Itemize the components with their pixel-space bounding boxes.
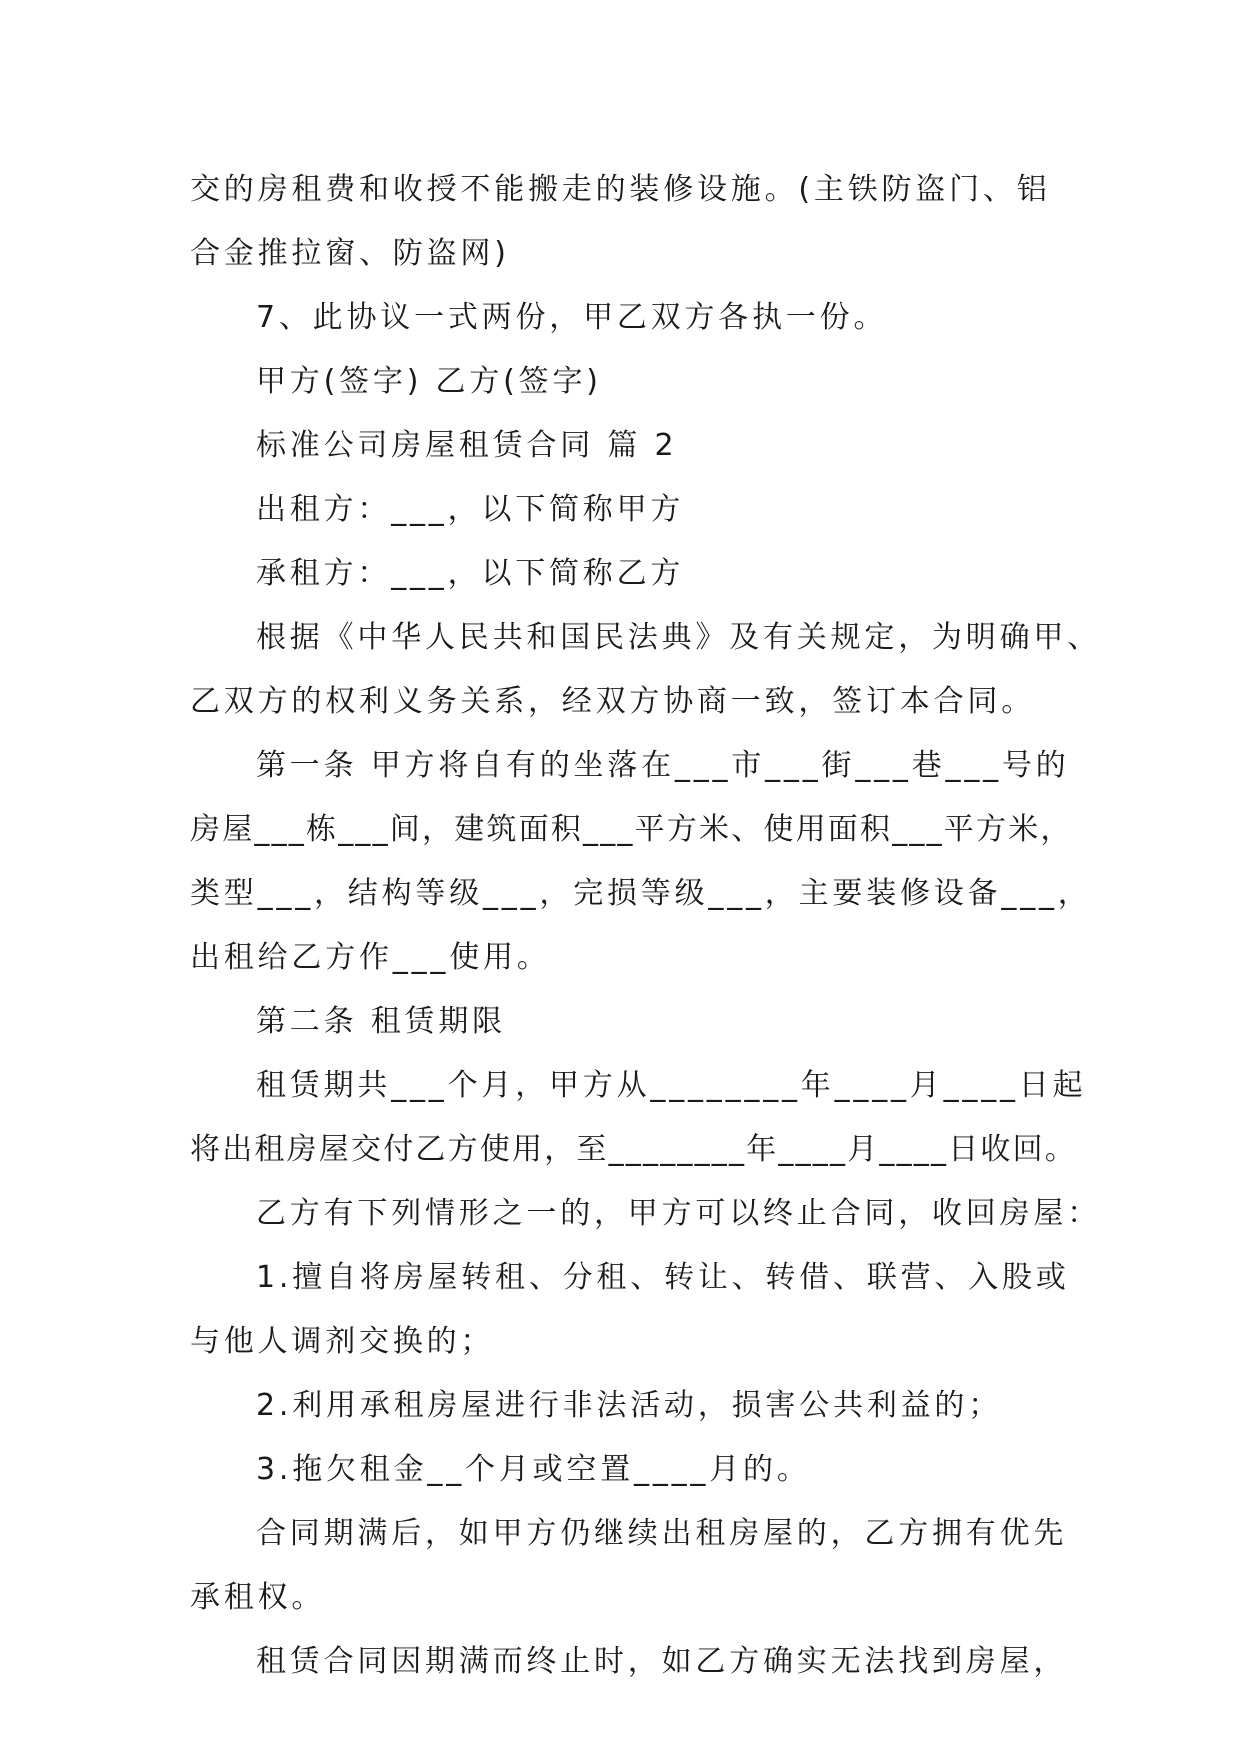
- article-2-heading: 第二条 租赁期限: [256, 1004, 506, 1039]
- list-item: 3.拖欠租金__个月或空置____月的。: [256, 1452, 811, 1487]
- paragraph-line: 合金推拉窗、防盗网): [190, 236, 510, 271]
- article-1-line: 第一条 甲方将自有的坐落在___市___街___巷___号的: [256, 748, 1070, 783]
- paragraph-line: 交的房租费和收授不能搬走的装修设施。(主铁防盗门、铝: [190, 172, 1051, 207]
- paragraph-line: 乙双方的权利义务关系，经双方协商一致，签订本合同。: [190, 684, 1035, 719]
- section-heading: 标准公司房屋租赁合同 篇 2: [256, 428, 678, 463]
- article-1-line: 类型___，结构等级___，完损等级___，主要装修设备___，: [190, 876, 1092, 911]
- document-body: [190, 158, 1101, 1694]
- article-1-line: 出租给乙方作___使用。: [190, 940, 551, 975]
- paragraph-line: 租赁合同因期满而终止时，如乙方确实无法找到房屋，: [256, 1644, 1068, 1679]
- party-lessor: 出租方：___，以下简称甲方: [256, 492, 685, 527]
- list-item: 1.擅自将房屋转租、分租、转让、转借、联营、入股或: [256, 1260, 1070, 1295]
- article-1-line: 房屋___栋___间，建筑面积___平方米、使用面积___平方米，: [190, 812, 1073, 847]
- paragraph-line: 乙方有下列情形之一的，甲方可以终止合同，收回房屋：: [256, 1196, 1101, 1231]
- paragraph-line: 7、此协议一式两份，甲乙双方各执一份。: [256, 300, 888, 335]
- article-2-line: 租赁期共___个月，甲方从________年____月____日起: [256, 1068, 1087, 1103]
- signature-line: 甲方(签字) 乙方(签字): [256, 364, 602, 399]
- list-item: 2.利用承租房屋进行非法活动，损害公共利益的；: [256, 1388, 1003, 1423]
- paragraph-line: 合同期满后，如甲方仍继续出租房屋的，乙方拥有优先: [256, 1516, 1068, 1551]
- party-lessee: 承租方：___，以下简称乙方: [256, 556, 685, 591]
- paragraph-line: 承租权。: [190, 1580, 326, 1615]
- list-item-continuation: 与他人调剂交换的；: [190, 1324, 495, 1359]
- paragraph-line: 根据《中华人民共和国民法典》及有关规定，为明确甲、: [256, 620, 1101, 655]
- article-2-line: 将出租房屋交付乙方使用，至________年____月____日收回。: [190, 1132, 1077, 1167]
